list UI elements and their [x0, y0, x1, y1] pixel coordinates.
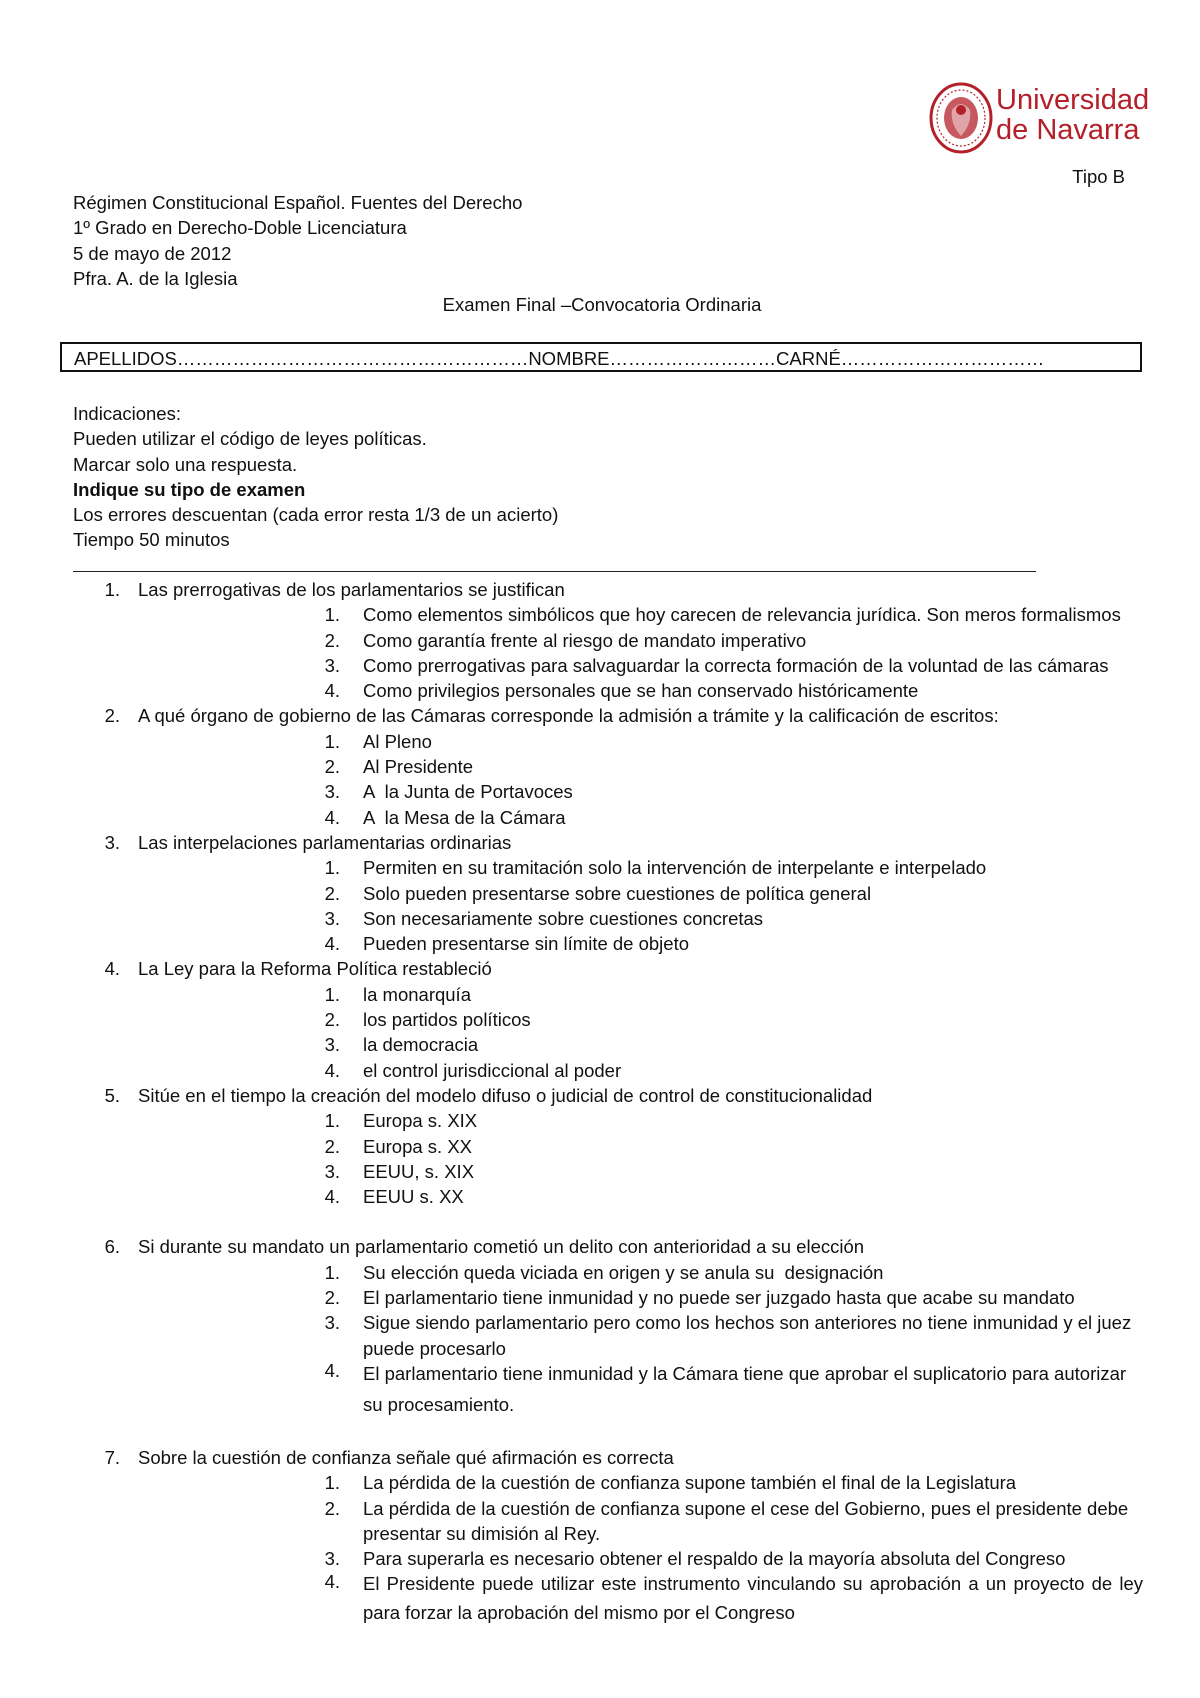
answer-option[interactable]: [0, 1358, 1200, 1420]
answer-option[interactable]: [0, 678, 1200, 703]
option-text: Como elementos simbólicos que hoy carecen de relevancia jurídica. Son meros formalismos: [363, 604, 1121, 626]
question-text: Si durante su mandato un parlamentario cometió un delito con anterioridad a su elección: [138, 1236, 865, 1258]
question-number: 2.: [104, 705, 120, 727]
answer-option[interactable]: [0, 1260, 1200, 1285]
question-number: 6.: [104, 1236, 120, 1258]
question-number: 7.: [104, 1446, 120, 1468]
option-number: 4.: [324, 1059, 340, 1081]
question: [0, 1445, 1200, 1470]
question-number: 5.: [104, 1084, 120, 1106]
answer-option[interactable]: [0, 1546, 1200, 1571]
answer-option[interactable]: [0, 1184, 1200, 1209]
option-text: la democracia: [363, 1034, 479, 1056]
option-number: 1.: [324, 730, 340, 752]
option-number: 2.: [324, 1287, 340, 1309]
university-logo: [928, 80, 1150, 160]
option-text: El Presidente puede utilizar este instrumento vinculando su aprobación a un proyecto de ley para forzar la aprobación del mismo por el Congreso: [363, 1573, 1143, 1624]
answer-option[interactable]: [0, 1569, 1200, 1627]
spacer: [0, 1209, 1200, 1234]
answer-option[interactable]: [0, 1496, 1200, 1547]
answer-option[interactable]: [0, 628, 1200, 653]
answer-option[interactable]: [0, 779, 1200, 804]
option-number: 1.: [324, 1110, 340, 1132]
answer-option[interactable]: [0, 1159, 1200, 1184]
question: [0, 830, 1200, 855]
answer-option[interactable]: [0, 653, 1200, 678]
option-number: 4.: [324, 933, 340, 955]
option-number: 2.: [324, 756, 340, 778]
answer-option[interactable]: [0, 1058, 1200, 1083]
question-text: Las prerrogativas de los parlamentarios se justifican: [138, 579, 565, 600]
option-number: 3.: [324, 1160, 340, 1182]
divider: [73, 571, 1036, 572]
university-name: [996, 85, 1149, 145]
option-number: 4.: [324, 1186, 340, 1208]
option-number: 3.: [324, 781, 340, 803]
answer-option[interactable]: [0, 602, 1200, 627]
instruction-line: Marcar solo una respuesta.: [73, 453, 298, 475]
question-text: A qué órgano de gobierno de las Cámaras corresponde la admisión a trámite y la calificación de escritos:: [138, 705, 999, 727]
option-text: Permiten en su tramitación solo la intervención de interpelante e interpelado: [363, 857, 987, 879]
option-text: Como privilegios personales que se han conservado históricamente: [363, 680, 919, 702]
instructions-title: Indicaciones:: [73, 403, 181, 424]
question-text: Sitúe en el tiempo la creación del modelo difuso o judicial de control de constitucionalidad: [138, 1084, 873, 1106]
answer-option[interactable]: [0, 982, 1200, 1007]
answer-option[interactable]: [0, 881, 1200, 906]
logo-line-1: Universidad: [996, 84, 1150, 116]
answer-option[interactable]: [0, 931, 1200, 956]
exam-title: Examen Final –Convocatoria Ordinaria: [442, 294, 762, 315]
option-text: A la Junta de Portavoces: [363, 781, 573, 803]
question-number: 4.: [104, 958, 120, 980]
course-name: Régimen Constitucional Español. Fuentes del Derecho: [73, 192, 523, 213]
question-number: 3.: [104, 831, 120, 853]
exam-header: [73, 190, 522, 291]
answer-option[interactable]: [0, 1007, 1200, 1032]
option-text: La pérdida de la cuestión de confianza supone también el final de la Legislatura: [363, 1472, 1017, 1494]
question: [0, 703, 1200, 728]
option-number: 1.: [324, 857, 340, 879]
option-text: Sigue siendo parlamentario pero como los hechos son anteriores no tiene inmunidad y el juez puede procesarlo: [363, 1312, 1132, 1359]
question: [0, 956, 1200, 981]
option-number: 4.: [324, 806, 340, 828]
option-text: el control jurisdiccional al poder: [363, 1059, 622, 1081]
instruction-line: Pueden utilizar el código de leyes políticas.: [73, 428, 427, 450]
answer-option[interactable]: [0, 906, 1200, 931]
question-list: [0, 577, 1200, 1627]
option-text: Pueden presentarse sin límite de objeto: [363, 933, 690, 955]
answer-option[interactable]: [0, 1032, 1200, 1057]
option-text: la monarquía: [363, 983, 471, 1005]
option-number: 2.: [324, 1497, 340, 1519]
spacer: [0, 1420, 1200, 1445]
option-text: Solo pueden presentarse sobre cuestiones de política general: [363, 882, 872, 904]
option-text: Para superarla es necesario obtener el respaldo de la mayoría absoluta del Congreso: [363, 1548, 1066, 1570]
answer-option[interactable]: [0, 805, 1200, 830]
question: [0, 1234, 1200, 1259]
option-text: Son necesariamente sobre cuestiones concretas: [363, 907, 764, 929]
option-text: Su elección queda viciada en origen y se anula su designación: [363, 1261, 884, 1283]
option-text: los partidos políticos: [363, 1009, 531, 1031]
exam-date: 5 de mayo de 2012: [73, 242, 232, 264]
option-text: Europa s. XIX: [363, 1110, 478, 1132]
option-text: Como garantía frente al riesgo de mandato imperativo: [363, 629, 807, 651]
option-number: 4.: [324, 680, 340, 702]
instruction-line: Tiempo 50 minutos: [73, 529, 230, 551]
option-number: 2.: [324, 629, 340, 651]
answer-option[interactable]: [0, 1108, 1200, 1133]
answer-option[interactable]: [0, 1470, 1200, 1495]
university-seal-icon: [928, 80, 998, 156]
instruction-line: Los errores descuentan (cada error resta 1/3 de un acierto): [73, 504, 559, 526]
professor-name: Pfra. A. de la Iglesia: [73, 267, 238, 289]
question-text: La Ley para la Reforma Política restableció: [138, 958, 492, 980]
option-number: 3.: [324, 1548, 340, 1570]
option-number: 3.: [324, 1312, 340, 1334]
option-text: EEUU, s. XIX: [363, 1160, 475, 1182]
option-text: Europa s. XX: [363, 1135, 473, 1157]
option-number: 3.: [324, 1034, 340, 1056]
answer-option[interactable]: [0, 1285, 1200, 1310]
answer-option[interactable]: [0, 1134, 1200, 1159]
instruction-line-bold: Indique su tipo de examen: [73, 478, 306, 500]
option-text: Al Pleno: [363, 730, 432, 752]
option-number: 1.: [324, 983, 340, 1005]
answer-option[interactable]: [0, 729, 1200, 754]
question: [0, 1083, 1200, 1108]
option-text: EEUU s. XX: [363, 1186, 464, 1208]
option-text: A la Mesa de la Cámara: [363, 806, 566, 828]
option-text: El parlamentario tiene inmunidad y la Cámara tiene que aprobar el suplicatorio para autorizar su procesamiento.: [363, 1362, 1127, 1415]
instructions: [73, 401, 558, 553]
answer-option[interactable]: [0, 855, 1200, 880]
answer-option[interactable]: [0, 1310, 1200, 1361]
option-number: 1.: [324, 1472, 340, 1494]
degree-name: 1º Grado en Derecho-Doble Licenciatura: [73, 217, 407, 239]
question-text: Sobre la cuestión de confianza señale qué afirmación es correcta: [138, 1446, 674, 1468]
option-number: 3.: [324, 654, 340, 676]
option-text: La pérdida de la cuestión de confianza supone el cese del Gobierno, pues el presidente debe presentar su dimisión al Rey.: [363, 1497, 1129, 1544]
student-id-fields: APELLIDOS…………………………………………………NOMBRE………………………CARNÉ……………………………: [74, 348, 1045, 369]
option-text: El parlamentario tiene inmunidad y no puede ser juzgado hasta que acabe su mandato: [363, 1287, 1075, 1309]
option-number: 2.: [324, 882, 340, 904]
question-number: 1.: [104, 579, 120, 600]
option-number: 2.: [324, 1135, 340, 1157]
option-number: 4.: [324, 1359, 340, 1381]
option-number: 4.: [324, 1571, 340, 1593]
exam-type: Tipo B: [1072, 166, 1125, 187]
option-number: 2.: [324, 1009, 340, 1031]
question: [0, 577, 1200, 602]
option-number: 1.: [324, 604, 340, 626]
option-text: Como prerrogativas para salvaguardar la correcta formación de la voluntad de las cámaras: [363, 654, 1109, 676]
option-text: Al Presidente: [363, 756, 474, 778]
option-number: 3.: [324, 907, 340, 929]
question-text: Las interpelaciones parlamentarias ordinarias: [138, 831, 512, 853]
logo-line-2: de Navarra: [996, 114, 1140, 146]
student-id-box[interactable]: [60, 342, 1142, 372]
option-number: 1.: [324, 1261, 340, 1283]
answer-option[interactable]: [0, 754, 1200, 779]
